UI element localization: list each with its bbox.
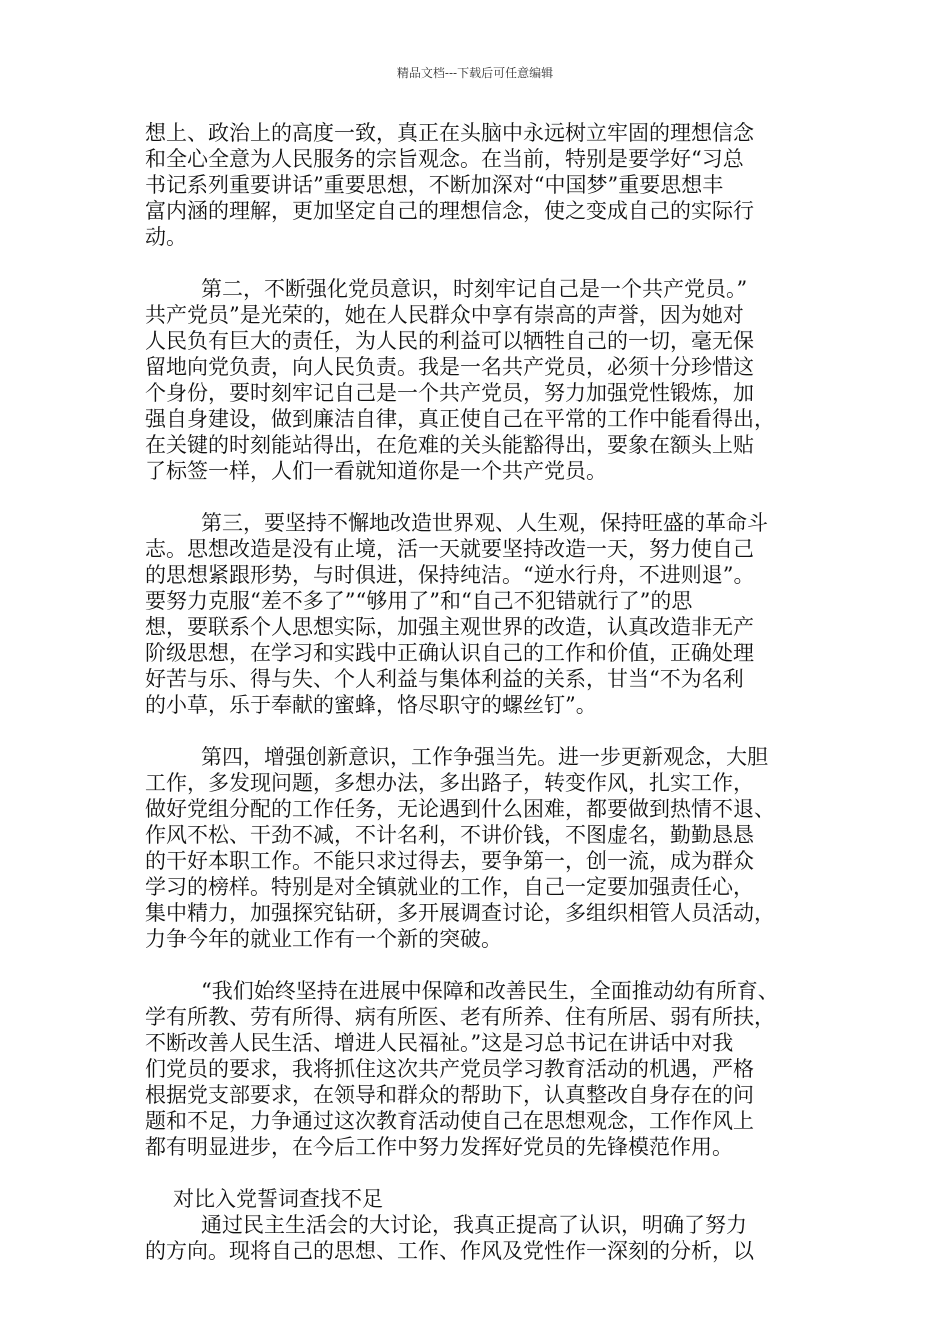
text-line: 学有所教、劳有所得、病有所医、老有所养、住有所居、弱有所扶，	[145, 1005, 775, 1029]
text-line: 富内涵的理解，更加坚定自己的理想信念，使之变成自己的实际行	[145, 199, 754, 223]
section-heading: 对比入党誓词查找不足	[173, 1187, 383, 1211]
paragraph-1	[145, 120, 805, 250]
text-line: 做好党组分配的工作任务，无论遇到什么困难，都要做到热情不退、	[145, 797, 775, 821]
text-line: 第二，不断强化党员意识，时刻牢记自己是一个共产党员。”	[201, 277, 748, 301]
section-paragraph	[145, 1212, 805, 1264]
text-line: 志。思想改造是没有止境，活一天就要坚持改造一天，努力使自己	[145, 537, 754, 561]
text-line: 共产党员”是光荣的，她在人民群众中享有崇高的声誉，因为她对	[145, 303, 744, 327]
text-line: 工作，多发现问题，多想办法，多出路子，转变作风，扎实工作，	[145, 771, 754, 795]
paragraph-spacer	[145, 952, 805, 978]
text-line: 强自身建设，做到廉洁自律，真正使自己在平常的工作中能看得出，	[145, 407, 775, 431]
text-line: 的方向。现将自己的思想、工作、作风及党性作一深刻的分析，以	[145, 1239, 754, 1263]
text-line: 和全心全意为人民服务的宗旨观念。在当前，特别是要学好“习总	[145, 147, 744, 171]
text-line: 的小草，乐于奉献的蜜蜂，恪尽职守的螺丝钉”。	[145, 693, 597, 717]
text-line: 的干好本职工作。不能只求过得去，要争第一，创一流，成为群众	[145, 849, 754, 873]
text-line: 在关键的时刻能站得出，在危难的关头能豁得出，要象在额头上贴	[145, 433, 754, 457]
page-header: 精品文档---下载后可任意编辑	[396, 66, 554, 80]
text-line: 书记系列重要讲话”重要思想，不断加深对“中国梦”重要思想丰	[145, 173, 724, 197]
paragraph-spacer	[145, 1160, 805, 1186]
text-line: 第四，增强创新意识，工作争强当先。进一步更新观念，大胆	[201, 745, 768, 769]
text-line: 要努力克服“差不多了”“够用了”和“自己不犯错就行了”的思	[145, 589, 693, 613]
text-line: 阶级思想，在学习和实践中正确认识自己的工作和价值，正确处理	[145, 641, 754, 665]
document-body	[145, 120, 805, 1264]
paragraph-spacer	[145, 718, 805, 744]
text-line: 第三，要坚持不懈地改造世界观、人生观，保持旺盛的革命斗	[201, 511, 768, 535]
text-line: 作风不松、干劲不减，不计名利，不讲价钱，不图虚名，勤勤恳恳	[145, 823, 754, 847]
text-line: 不断改善人民生活、增进人民福祉。”这是习总书记在讲话中对我	[145, 1031, 734, 1055]
text-line: 留地向党负责，向人民负责。我是一名共产党员，必须十分珍惜这	[145, 355, 754, 379]
text-line: 根据党支部要求，在领导和群众的帮助下，认真整改自身存在的问	[145, 1083, 754, 1107]
text-line: 好苦与乐、得与失、个人利益与集体利益的关系，甘当“不为名利	[145, 667, 744, 691]
text-line: 人民负有巨大的责任，为人民的利益可以牺牲自己的一切，毫无保	[145, 329, 754, 353]
text-line: 想，要联系个人思想实际，加强主观世界的改造，认真改造非无产	[145, 615, 754, 639]
text-line: 学习的榜样。特别是对全镇就业的工作，自己一定要加强责任心，	[145, 875, 754, 899]
text-line: 动。	[145, 225, 187, 249]
paragraph-5	[145, 978, 805, 1160]
text-line: 力争今年的就业工作有一个新的突破。	[145, 927, 502, 951]
text-line: 个身份，要时刻牢记自己是一个共产党员，努力加强党性锻炼，加	[145, 381, 754, 405]
text-line: 都有明显进步，在今后工作中努力发挥好党员的先锋模范作用。	[145, 1135, 733, 1159]
paragraph-2	[145, 276, 805, 484]
paragraph-4	[145, 744, 805, 952]
text-line: 们党员的要求，我将抓住这次共产党员学习教育活动的机遇，严格	[145, 1057, 754, 1081]
text-line: 通过民主生活会的大讨论，我真正提高了认识，明确了努力	[201, 1213, 747, 1237]
paragraph-spacer	[145, 484, 805, 510]
text-line: 集中精力，加强探究钻研，多开展调查讨论，多组织相管人员活动，	[145, 901, 775, 925]
paragraph-spacer	[145, 250, 805, 276]
text-line: 题和不足，力争通过这次教育活动使自己在思想观念，工作作风上	[145, 1109, 754, 1133]
text-line: 了标签一样，人们一看就知道你是一个共产党员。	[145, 459, 607, 483]
text-line: 的思想紧跟形势，与时俱进，保持纯洁。“逆水行舟，不进则退”。	[145, 563, 755, 587]
text-line: “我们始终坚持在进展中保障和改善民生，全面推动幼有所育、	[201, 979, 779, 1003]
text-line: 想上、政治上的高度一致，真正在头脑中永远树立牢固的理想信念	[145, 121, 754, 145]
paragraph-3	[145, 510, 805, 718]
